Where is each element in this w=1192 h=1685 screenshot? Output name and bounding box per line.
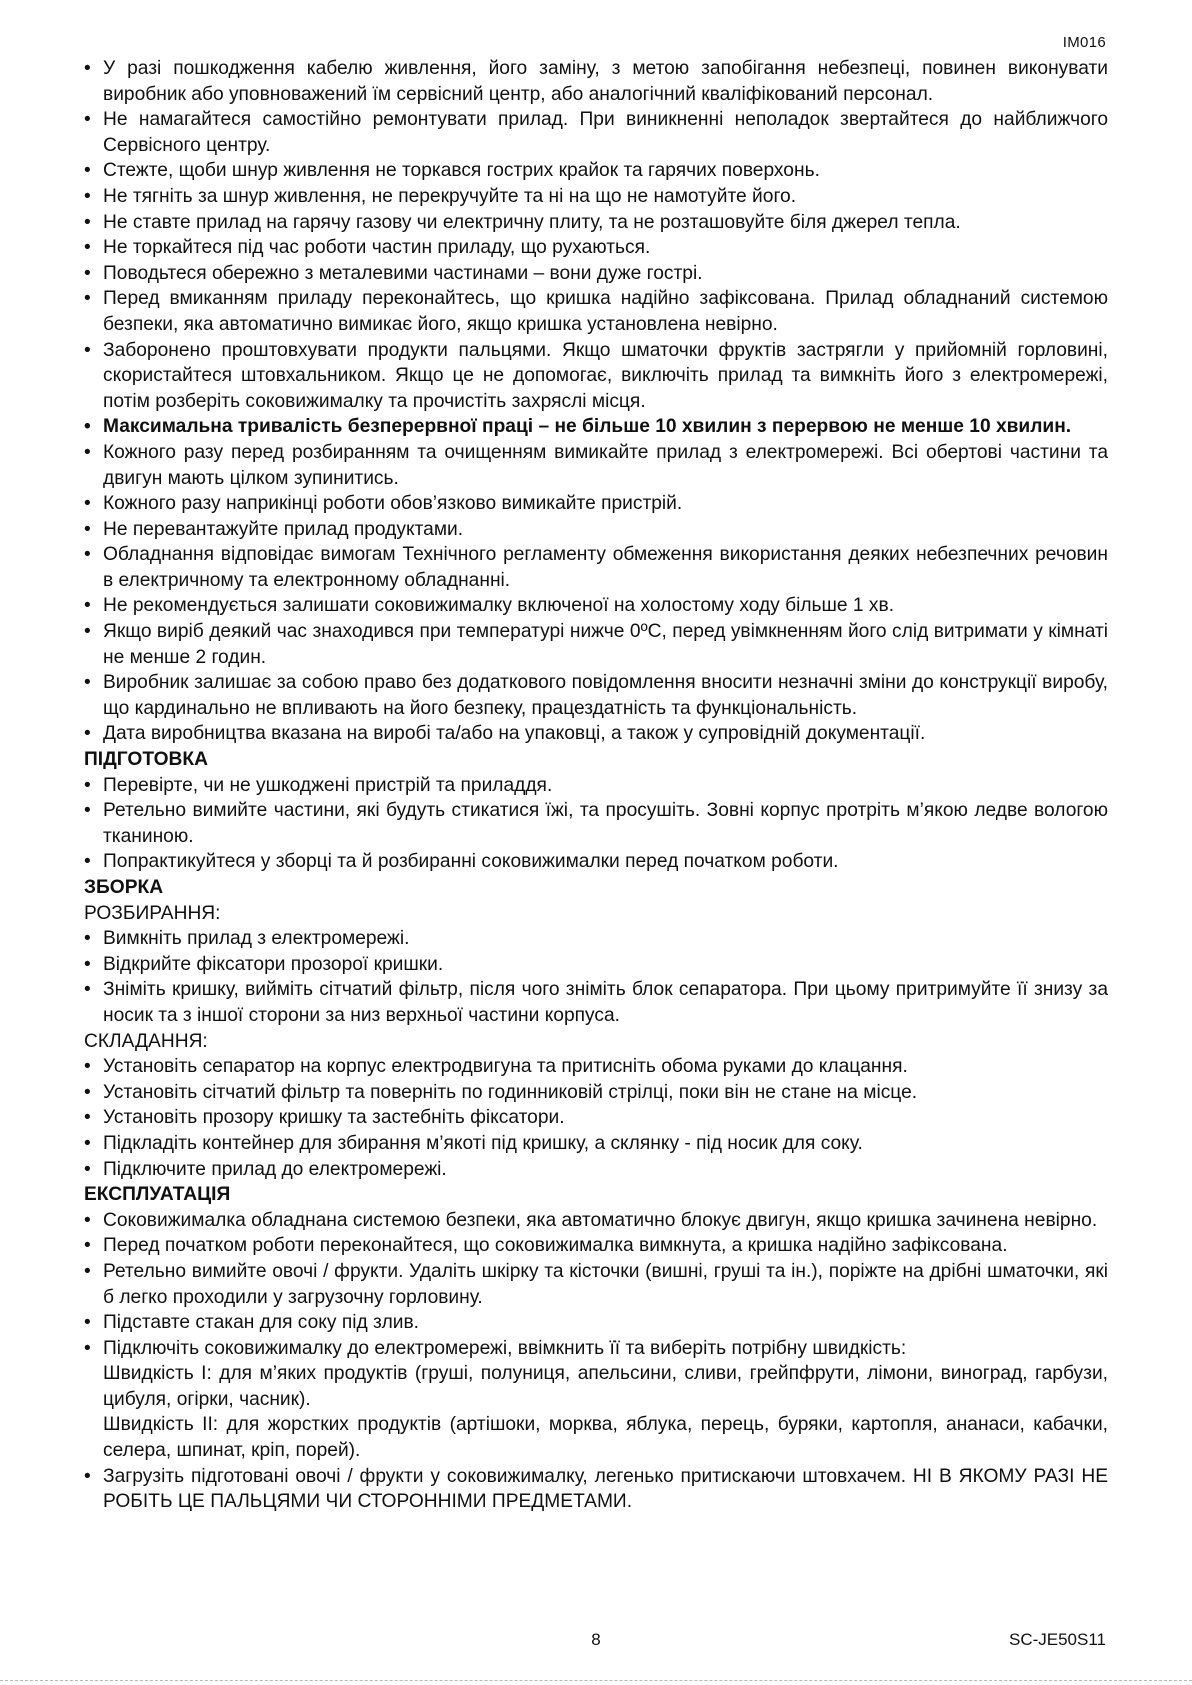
list-item: • Кожного разу наприкінці роботи обов’язково вимикайте пристрій. [84, 491, 1108, 517]
list-item: • Не ставте прилад на гарячу газову чи електричну плиту, та не розташовуйте біля джерел тепла. [84, 210, 1108, 236]
list-item: • Перед початком роботи переконайтеся, що соковижималка вимкнута, а кришка надійно зафіксована. [84, 1233, 1108, 1259]
list-item: • Не торкайтеся під час роботи частин приладу, що рухаються. [84, 235, 1108, 261]
list-item: • Установіть прозору кришку та застебніть фіксатори. [84, 1105, 1108, 1131]
list-item: • Не рекомендується залишати соковижималку включеної на холостому ходу більше 1 хв. [84, 593, 1108, 619]
list-item: • Вимкніть прилад з електромережі. [84, 926, 1108, 952]
speed-2-description: Швидкість II: для жорстких продуктів (артішоки, морква, яблука, перець, буряки, картопля, ананаси, кабачки, селера, шпинат, кріп, порей). [103, 1414, 1108, 1462]
list-item: • Ретельно вимийте овочі / фрукти. Удаліть шкірку та кісточки (вишні, груші та ін.), поріжте на дрібні шматочки, які б легко проходили у загрузочну горловину. [84, 1259, 1108, 1310]
list-item: • Підкладіть контейнер для збирання м’якоті під кришку, а склянку - під носик для соку. [84, 1131, 1108, 1157]
list-item: • Не тягніть за шнур живлення, не перекручуйте та ні на що не намотуйте його. [84, 184, 1108, 210]
list-item: • Соковижималка обладнана системою безпеки, яка автоматично блокує двигун, якщо кришка зачинена невірно. [84, 1208, 1108, 1234]
list-item-bold-warning: • Максимальна тривалість безперервної праці – не більше 10 хвилин з перервою не менше 10 хвилин. [84, 414, 1108, 440]
list-item: • Стежте, щоби шнур живлення не торкався гострих крайок та гарячих поверхонь. [84, 158, 1108, 184]
list-item: • Відкрийте фіксатори прозорої кришки. [84, 952, 1108, 978]
section-heading-operation: ЕКСПЛУАТАЦІЯ [84, 1184, 231, 1206]
footer-model: SC-JE50S11 [1008, 1630, 1106, 1649]
list-item: • Підключите прилад до електромережі. [84, 1157, 1108, 1183]
section-heading-assembly: ЗБОРКА [84, 877, 164, 898]
page-number: 8 [591, 1630, 601, 1649]
list-item: • Зніміть кришку, вийміть сітчатий фільтр, після чого зніміть блок сепаратора. При цьому притримуйте її знизу за носик та з іншої сторони за низ верхньої частини корпуса. [84, 977, 1108, 1028]
safety-list [84, 56, 1108, 747]
list-item: • Кожного разу перед розбиранням та очищенням вимикайте прилад з електромережі. Всі обертові частини та двигун мають цілком зупинитись. [84, 440, 1108, 491]
list-item: • Перевірте, чи не ушкоджені пристрій та приладдя. [84, 773, 1108, 799]
list-item: • Обладнання відповідає вимогам Технічного регламенту обмеження використання деяких небезпечних речовин в електричному та електронному обладнанні. [84, 542, 1108, 593]
section-heading-preparation: ПІДГОТОВКА [84, 749, 208, 771]
list-item: • Не намагайтеся самостійно ремонтувати прилад. При виникненні неполадок звертайтеся до найближчого Сервісного центру. [84, 107, 1108, 158]
header-model-code: IM016 [1062, 34, 1106, 51]
page-content [84, 56, 1108, 1515]
list-item: • У разі пошкодження кабелю живлення, його заміну, з метою запобігання небезпеці, повинен виконувати виробник або уповноважений їм сервісний центр, або аналогічний кваліфікований персонал. [84, 56, 1108, 107]
list-item: • Дата виробництва вказана на виробі та/або на упаковці, а також у супровідній документації. [84, 721, 1108, 747]
list-item: • Якщо виріб деякий час знаходився при температурі нижче 0ºC, перед увімкненням його слід витримати у кімнаті не менше 2 годин. [84, 619, 1108, 670]
operation-list-end [84, 1464, 1108, 1515]
list-item: • Підставте стакан для соку під злив. [84, 1310, 1108, 1336]
list-item: • Установіть сепаратор на корпус електродвигуна та притисніть обома руками до клацання. [84, 1054, 1108, 1080]
list-item: • Підключіть соковижималку до електромережі, ввімкнить її та виберіть потрібну швидкість: [84, 1336, 1108, 1362]
preparation-list [84, 773, 1108, 875]
subheading-assembling: СКЛАДАННЯ: [84, 1030, 208, 1052]
list-item: • Установіть сітчатий фільтр та поверніть по годинниковій стрілці, поки він не стане на місце. [84, 1080, 1108, 1106]
list-item: • Ретельно вимийте частини, які будуть стикатися їжі, та просушіть. Зовні корпус протріть м’якою ледве вологою тканиною. [84, 798, 1108, 849]
subheading-disassembly: РОЗБИРАННЯ: [84, 902, 221, 924]
speed-1-description: Швидкість I: для м’яких продуктів (груші, полуниця, апельсини, сливи, грейпфрути, лімони, виноград, гарбузи, цибуля, огірки, часник). [103, 1363, 1108, 1410]
list-item: • Перед вмиканням приладу переконайтесь, що кришка надійно зафіксована. Прилад обладнаний системою безпеки, яка автоматично вимикає його, якщо кришка установлена невірно. [84, 286, 1108, 337]
operation-list [84, 1208, 1108, 1362]
list-item: • Заборонено проштовхувати продукти пальцями. Якщо шматочки фруктів застрягли у прийомній горловині, скористайтеся штовхальником. Якщо це не допомогає, виключіть прилад та вимкніть його з електромережі, потім розберіть соковижималку та прочистіть захряслі місця. [84, 338, 1108, 415]
list-item: • Поводьтеся обережно з металевими частинами – вони дуже гострі. [84, 261, 1108, 287]
list-item: • Загрузіть підготовані овочі / фрукти у соковижималку, легенько притискаючи штовхачем. НІ В ЯКОМУ РАЗІ НЕ РОБІТЬ ЦЕ ПАЛЬЦЯМИ ЧИ СТОРОННІМИ ПРЕДМЕТАМИ. [84, 1464, 1108, 1515]
list-item: • Не перевантажуйте прилад продуктами. [84, 517, 1108, 543]
disassembly-list [84, 926, 1108, 1028]
list-item: • Виробник залишає за собою право без додаткового повідомлення вносити незначні зміни до конструкції виробу, що кардинально не впливають на його безпеку, працездатність та функціональність. [84, 670, 1108, 721]
list-item: • Попрактикуйтеся у зборці та й розбиранні соковижималки перед початком роботи. [84, 849, 1108, 875]
page-bottom-divider [0, 1680, 1192, 1681]
assembling-list [84, 1054, 1108, 1182]
